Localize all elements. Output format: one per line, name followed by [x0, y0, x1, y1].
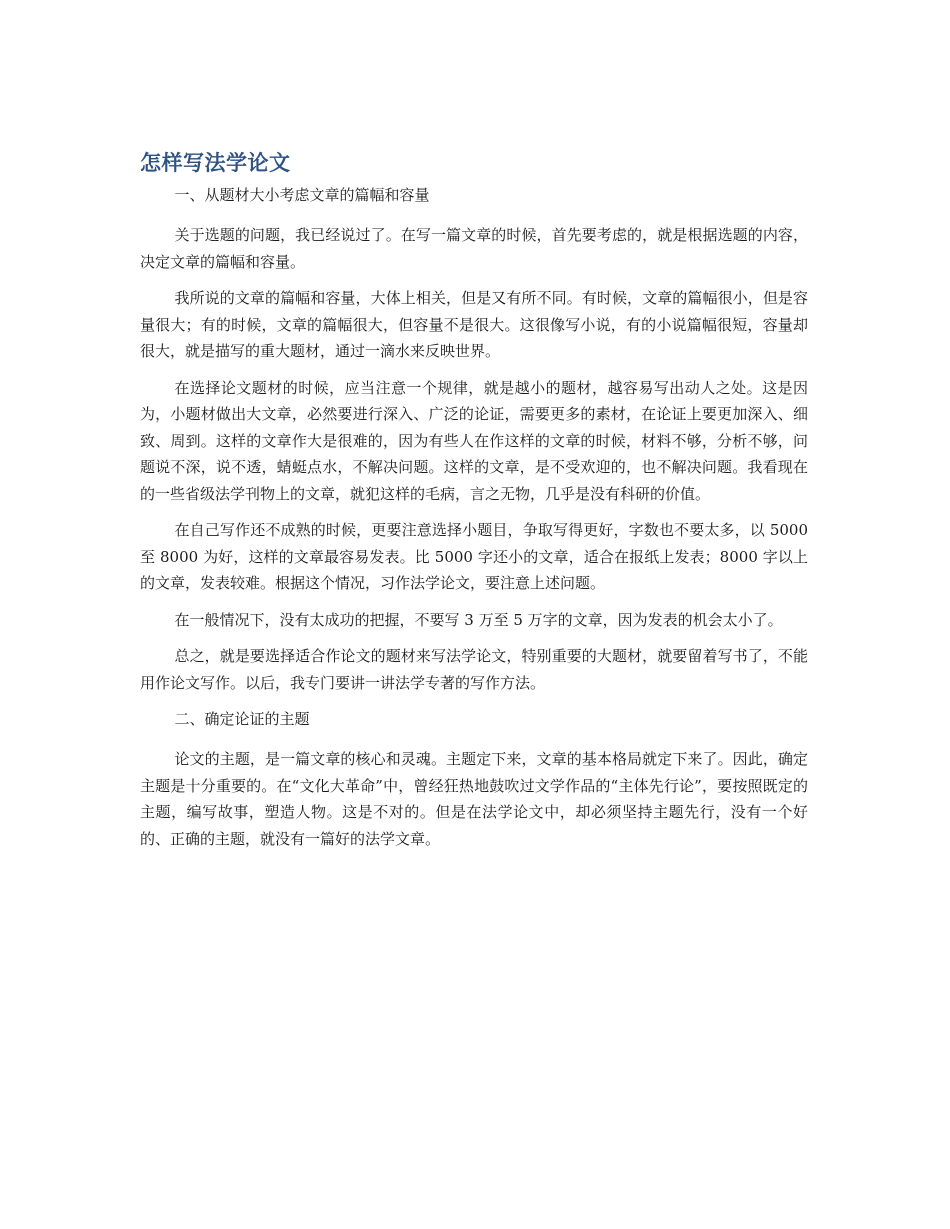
paragraph-6: 总之，就是要选择适合作论文的题材来写法学论文，特别重要的大题材，就要留着写书了，不能用作论文写作。以后，我专门要讲一讲法学专著的写作方法。 — [140, 647, 808, 692]
paragraph-1: 关于选题的问题，我已经说过了。在写一篇文章的时候，首先要考虑的，就是根据选题的内容，决定文章的篇幅和容量。 — [140, 226, 808, 271]
section-heading-1: 一、从题材大小考虑文章的篇幅和容量 — [174, 186, 430, 204]
document-title: 怎样写法学论文 — [140, 151, 291, 175]
paragraph-5: 在一般情况下，没有太成功的把握，不要写 3 万至 5 万字的文章，因为发表的机会太小了。 — [174, 610, 783, 629]
document-page — [140, 148, 808, 862]
section-heading-2: 二、确定论证的主题 — [174, 710, 310, 728]
paragraph-2: 我所说的文章的篇幅和容量，大体上相关，但是又有所不同。有时候，文章的篇幅很小，但是容量很大；有的时候，文章的篇幅很大，但容量不是很大。这很像写小说，有的小说篇幅很短，容量却很大，就是描写的重大题材，通过一滴水来反映世界。 — [140, 289, 808, 360]
paragraph-4: 在自己写作还不成熟的时候，更要注意选择小题目，争取写得更好，字数也不要太多，以 5000 至 8000 为好，这样的文章最容易发表。比 5000 字还小的文章，适合在报纸上发表；8000 字以上的文章，发表较难。根据这个情况，习作法学论文，要注意上述问题。 — [140, 521, 808, 592]
paragraph-7: 论文的主题，是一篇文章的核心和灵魂。主题定下来，文章的基本格局就定下来了。因此，确定主题是十分重要的。在“文化大革命”中，曾经狂热地鼓吹过文学作品的“主体先行论”，要按照既定的主题，编写故事，塑造人物。这是不对的。但是在法学论文中，却必须坚持主题先行，没有一个好的、正确的主题，就没有一篇好的法学文章。 — [140, 750, 808, 848]
paragraph-3: 在选择论文题材的时候，应当注意一个规律，就是越小的题材，越容易写出动人之处。这是因为，小题材做出大文章，必然要进行深入、广泛的论证，需要更多的素材，在论证上要更加深入、细致、周到。这样的文章作大是很难的，因为有些人在作这样的文章的时候，材料不够，分析不够，问题说不深，说不透，蜻蜓点水，不解决问题。这样的文章，是不受欢迎的，也不解决问题。我看现在的一些省级法学刊物上的文章，就犯这样的毛病，言之无物，几乎是没有科研的价值。 — [140, 378, 808, 503]
